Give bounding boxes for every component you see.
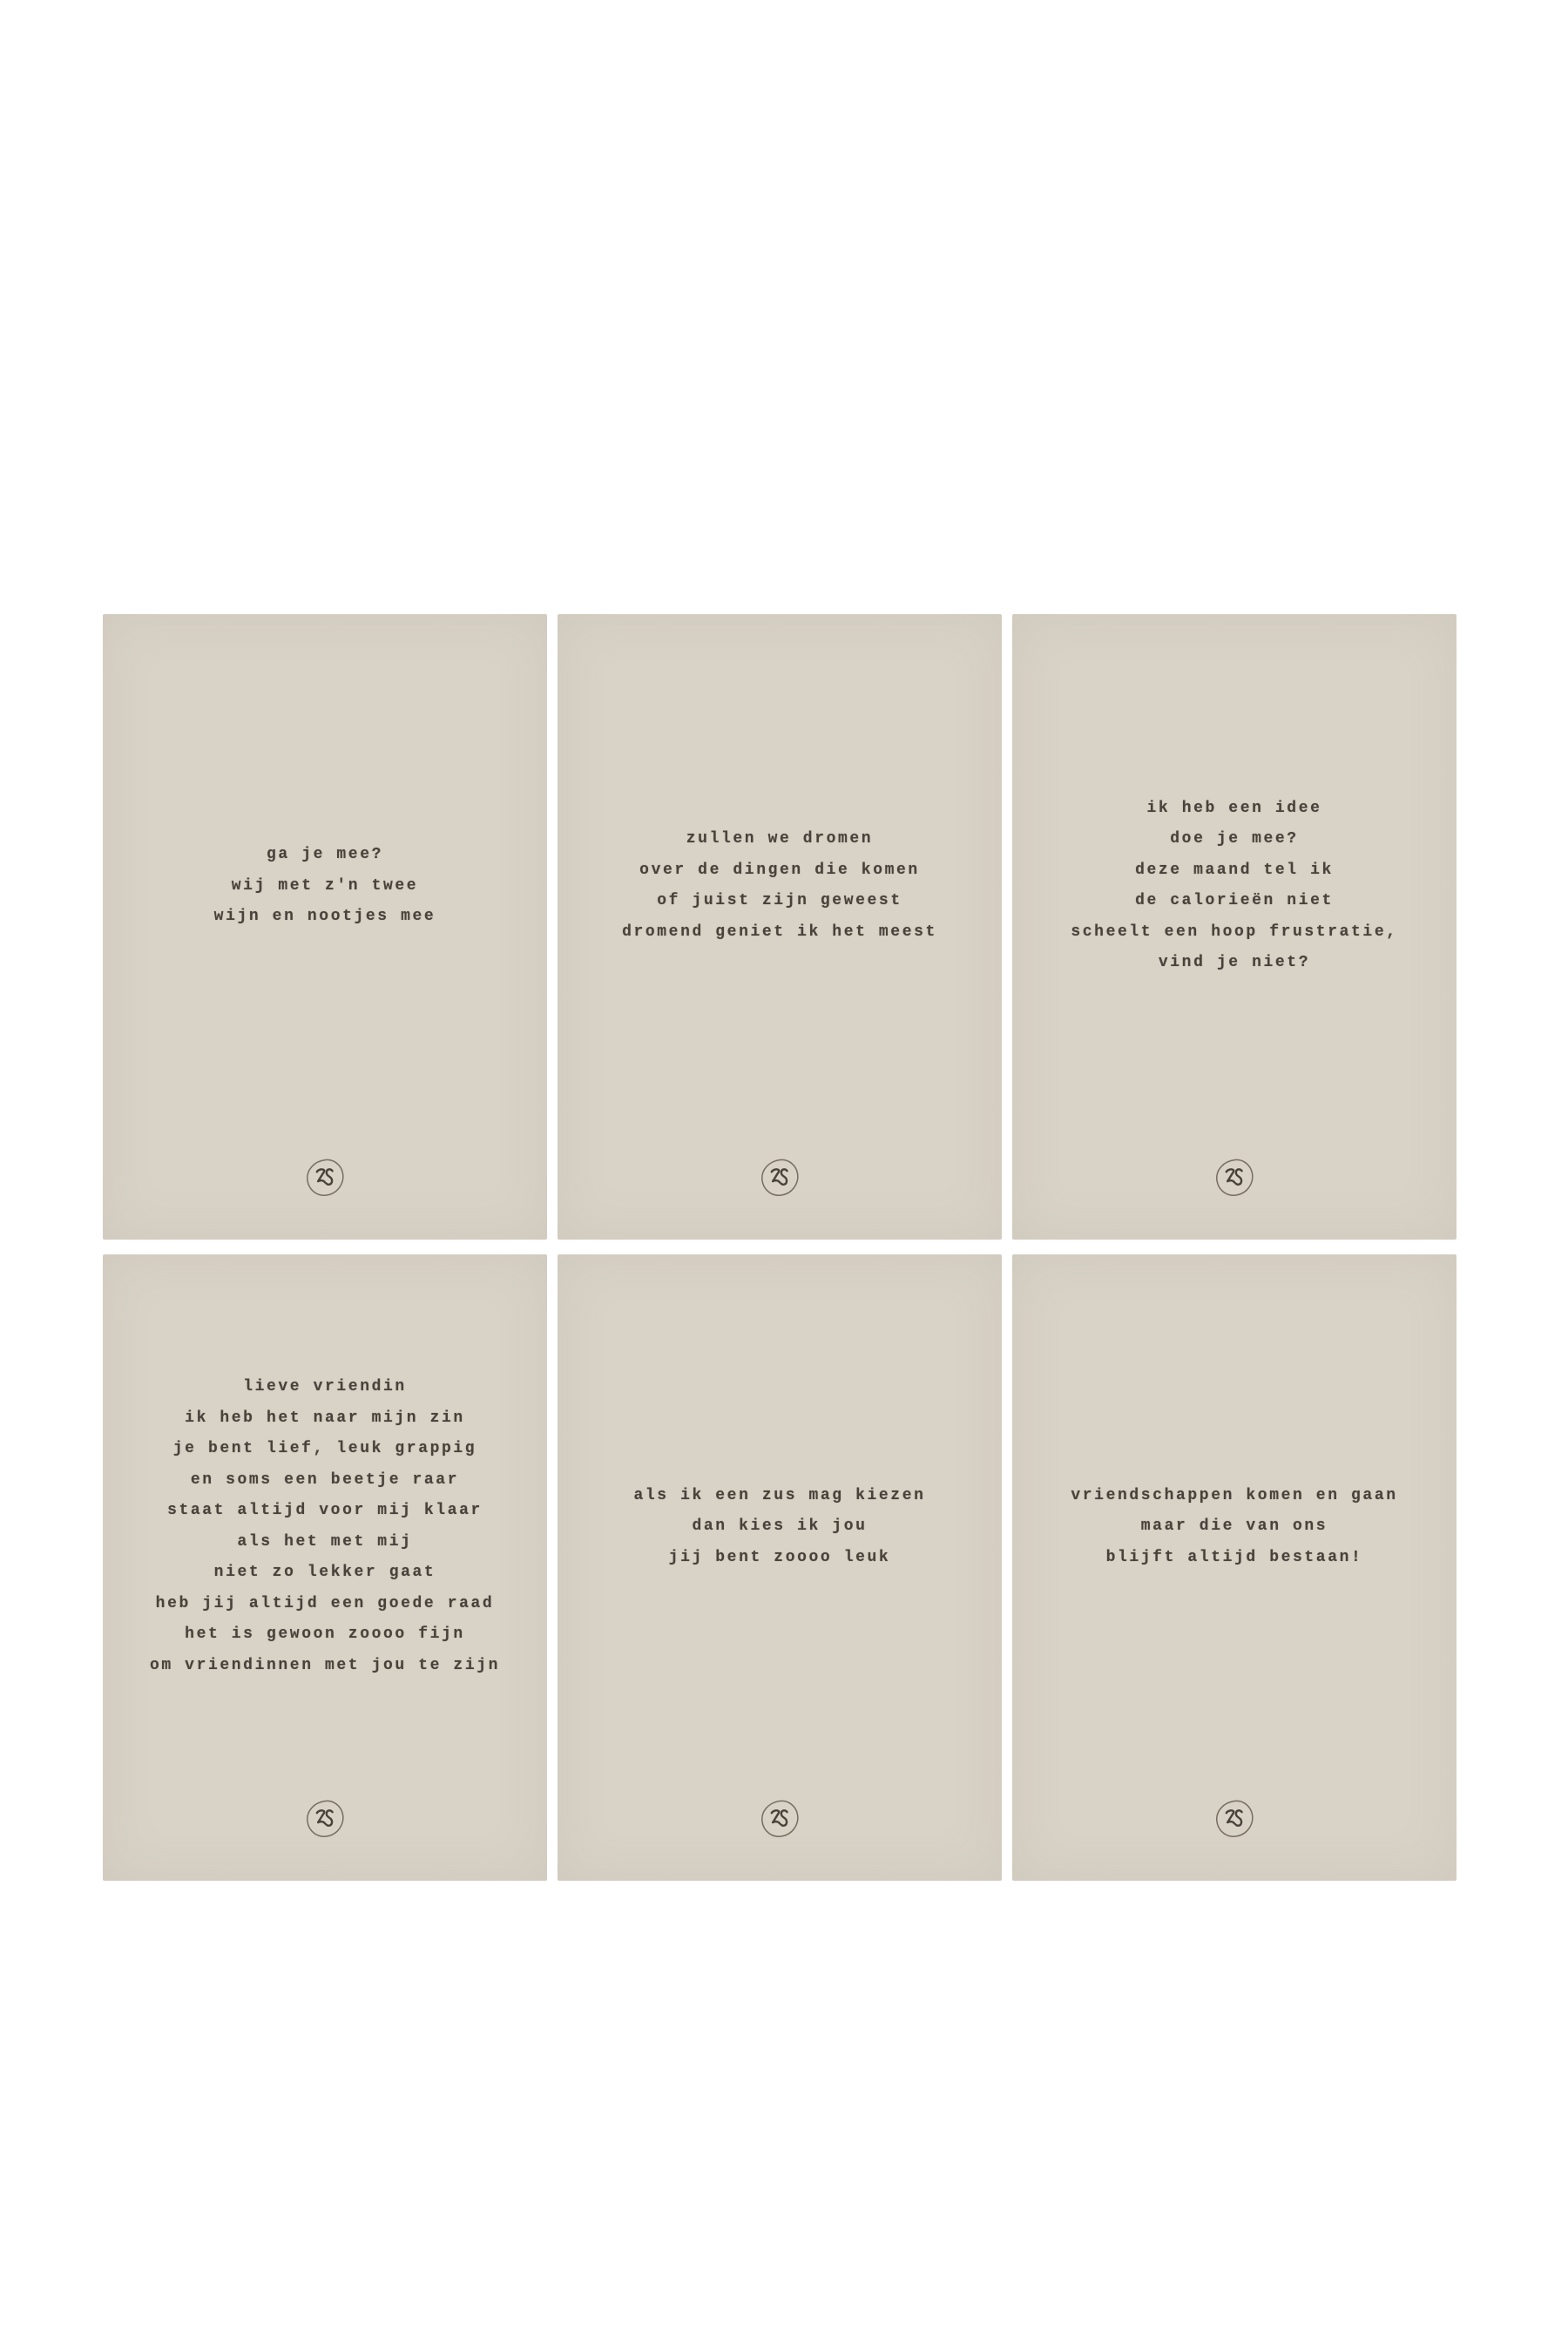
card-line: wijn en nootjes mee [213, 908, 436, 926]
card-quote [103, 614, 547, 1159]
zs-logo-icon [758, 1156, 801, 1200]
card-line: lieve vriendin [243, 1378, 407, 1396]
card-line: scheelt een hoop frustratie, [1071, 923, 1398, 941]
quote-card-6 [1012, 1254, 1456, 1881]
card-line: vriendschappen komen en gaan [1071, 1486, 1398, 1504]
zs-logo-icon [1213, 1797, 1256, 1841]
card-line: zullen we dromen [686, 830, 874, 848]
card-line: doe je mee? [1170, 830, 1299, 848]
quote-card-1 [103, 614, 547, 1240]
card-line: de calorieën niet [1135, 892, 1334, 910]
card-line: of juist zijn geweest [657, 892, 902, 910]
card-quote [1012, 614, 1456, 1159]
card-line: deze maand tel ik [1135, 861, 1334, 879]
card-line: dromend geniet ik het meest [622, 923, 937, 941]
card-quote [558, 1254, 1002, 1800]
card-quote [1012, 1254, 1456, 1800]
card-line: jij bent zoooo leuk [668, 1548, 891, 1566]
card-line: als ik een zus mag kiezen [633, 1486, 926, 1504]
quote-card-5 [558, 1254, 1002, 1881]
zs-logo-icon [758, 1797, 801, 1841]
zs-logo-icon [1213, 1156, 1256, 1200]
card-line: ik heb het naar mijn zin [185, 1409, 465, 1427]
quote-card-2 [558, 614, 1002, 1240]
quote-card-4 [103, 1254, 547, 1881]
zs-logo-icon [303, 1797, 347, 1841]
card-line: ga je mee? [266, 846, 384, 864]
card-line: niet zo lekker gaat [213, 1564, 436, 1582]
card-line: als het met mij [237, 1532, 413, 1551]
card-line: maar die van ons [1140, 1517, 1328, 1535]
card-line: dan kies ik jou [692, 1517, 868, 1535]
card-line: over de dingen die komen [639, 861, 920, 879]
card-line: om vriendinnen met jou te zijn [149, 1656, 501, 1674]
card-line: wij met z'n twee [231, 876, 419, 895]
card-grid [103, 614, 1456, 1881]
quote-card-3 [1012, 614, 1456, 1240]
zs-logo-icon [303, 1156, 347, 1200]
card-quote [558, 614, 1002, 1159]
card-line: heb jij altijd een goede raad [155, 1594, 495, 1612]
card-line: vind je niet? [1158, 954, 1311, 972]
card-line: en soms een beetje raar [190, 1470, 460, 1489]
card-line: ik heb een idee [1146, 799, 1322, 817]
card-line: blijft altijd bestaan! [1105, 1548, 1363, 1566]
card-line: het is gewoon zoooo fijn [185, 1625, 465, 1644]
card-quote [103, 1254, 547, 1800]
card-line: je bent lief, leuk grappig [172, 1440, 477, 1458]
card-line: staat altijd voor mij klaar [167, 1502, 483, 1520]
